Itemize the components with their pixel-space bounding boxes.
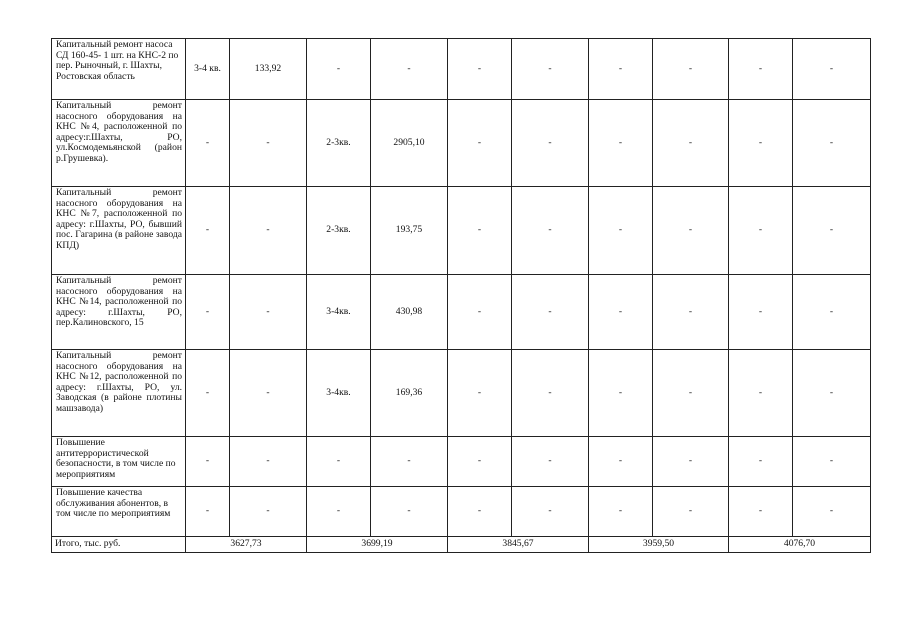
row-description: Капитальный ремонт насосного оборудования на КНС №14, расположенной по адресу: г.Шахты, РО, пер.Калиновского, 15 <box>52 275 186 350</box>
table-cell: - <box>653 100 729 187</box>
table-cell: - <box>653 275 729 350</box>
table-cell: - <box>729 275 793 350</box>
table-cell: - <box>653 39 729 100</box>
table-cell: - <box>729 350 793 437</box>
total-value: 3627,73 <box>186 537 307 553</box>
table-cell: - <box>653 487 729 537</box>
table-cell: - <box>589 487 653 537</box>
table-cell: - <box>186 187 230 275</box>
table-cell: - <box>186 100 230 187</box>
table-cell: - <box>653 187 729 275</box>
table-cell: - <box>230 437 307 487</box>
table-cell: - <box>512 275 589 350</box>
table-cell: - <box>307 437 371 487</box>
table-cell: 430,98 <box>371 275 448 350</box>
table-cell: 3-4кв. <box>307 350 371 437</box>
table-row <box>52 39 871 100</box>
table-cell: - <box>729 100 793 187</box>
row-description: Повышение качества обслуживания абонентов, в том числе по мероприятиям <box>52 487 186 537</box>
table-cell: - <box>512 437 589 487</box>
table-cell: 169,36 <box>371 350 448 437</box>
table-cell: - <box>793 39 871 100</box>
row-description: Капитальный ремонт насоса СД 160-45- 1 шт. на КНС-2 по пер. Рыночный, г. Шахты, Ростовская область <box>52 39 186 100</box>
table-cell: - <box>512 487 589 537</box>
table-cell: - <box>589 437 653 487</box>
table-cell: - <box>230 100 307 187</box>
table-cell: - <box>448 187 512 275</box>
table-row <box>52 187 871 275</box>
total-label: Итого, тыс. руб. <box>52 537 186 553</box>
table-row <box>52 350 871 437</box>
table-cell: 193,75 <box>371 187 448 275</box>
table-cell: - <box>793 100 871 187</box>
table-cell: 3-4 кв. <box>186 39 230 100</box>
table-cell: - <box>793 275 871 350</box>
table-cell: - <box>729 437 793 487</box>
table-cell: - <box>793 187 871 275</box>
total-row <box>52 537 871 553</box>
table-cell: - <box>448 487 512 537</box>
total-value: 4076,70 <box>729 537 871 553</box>
table-cell: - <box>371 39 448 100</box>
table-cell: - <box>589 39 653 100</box>
table-cell: - <box>448 39 512 100</box>
table-cell: - <box>729 187 793 275</box>
table-cell: 2-3кв. <box>307 100 371 187</box>
table-cell: - <box>186 275 230 350</box>
row-description: Повышение антитеррористической безопасности, в том числе по мероприятиям <box>52 437 186 487</box>
table-cell: - <box>448 437 512 487</box>
table-cell: - <box>448 100 512 187</box>
table-cell: - <box>512 100 589 187</box>
table-cell: - <box>653 437 729 487</box>
table-cell: - <box>186 350 230 437</box>
table-cell: - <box>512 350 589 437</box>
table-cell: - <box>729 39 793 100</box>
table-cell: 2-3кв. <box>307 187 371 275</box>
table-row <box>52 487 871 537</box>
table-cell: - <box>307 487 371 537</box>
table-row <box>52 275 871 350</box>
table-cell: 133,92 <box>230 39 307 100</box>
table-cell: - <box>230 350 307 437</box>
table-row <box>52 100 871 187</box>
table-cell: - <box>589 350 653 437</box>
table-cell: - <box>186 437 230 487</box>
table-cell: - <box>371 487 448 537</box>
row-description: Капитальный ремонт насосного оборудования на КНС №4, расположенной по адресу:г.Шахты, РО, ул.Космодемьянской (район р.Грушевка). <box>52 100 186 187</box>
table-cell: - <box>512 187 589 275</box>
table-cell: - <box>512 39 589 100</box>
table-cell: - <box>230 275 307 350</box>
table-row <box>52 437 871 487</box>
plan-table <box>51 38 871 553</box>
table-cell: - <box>589 187 653 275</box>
table-cell: - <box>230 187 307 275</box>
row-description: Капитальный ремонт насосного оборудования на КНС №7, расположенной по адресу: г.Шахты, РО, бывший пос. Гагарина (в районе завода КПД) <box>52 187 186 275</box>
table-cell: - <box>729 487 793 537</box>
table-cell: - <box>653 350 729 437</box>
table-cell: - <box>793 437 871 487</box>
table-body <box>52 39 871 553</box>
table-cell: - <box>448 275 512 350</box>
table-cell: - <box>793 350 871 437</box>
table-cell: - <box>793 487 871 537</box>
table-cell: 2905,10 <box>371 100 448 187</box>
table-cell: 3-4кв. <box>307 275 371 350</box>
table-cell: - <box>307 39 371 100</box>
table-cell: - <box>589 100 653 187</box>
table-cell: - <box>230 487 307 537</box>
total-value: 3959,50 <box>589 537 729 553</box>
table-cell: - <box>448 350 512 437</box>
table-cell: - <box>371 437 448 487</box>
table-cell: - <box>589 275 653 350</box>
total-value: 3699,19 <box>307 537 448 553</box>
table-cell: - <box>186 487 230 537</box>
total-value: 3845,67 <box>448 537 589 553</box>
row-description: Капитальный ремонт насосного оборудования на КНС №12, расположенной по адресу: г.Шахты, РО, ул. Заводская (в районе плотины машзавода) <box>52 350 186 437</box>
